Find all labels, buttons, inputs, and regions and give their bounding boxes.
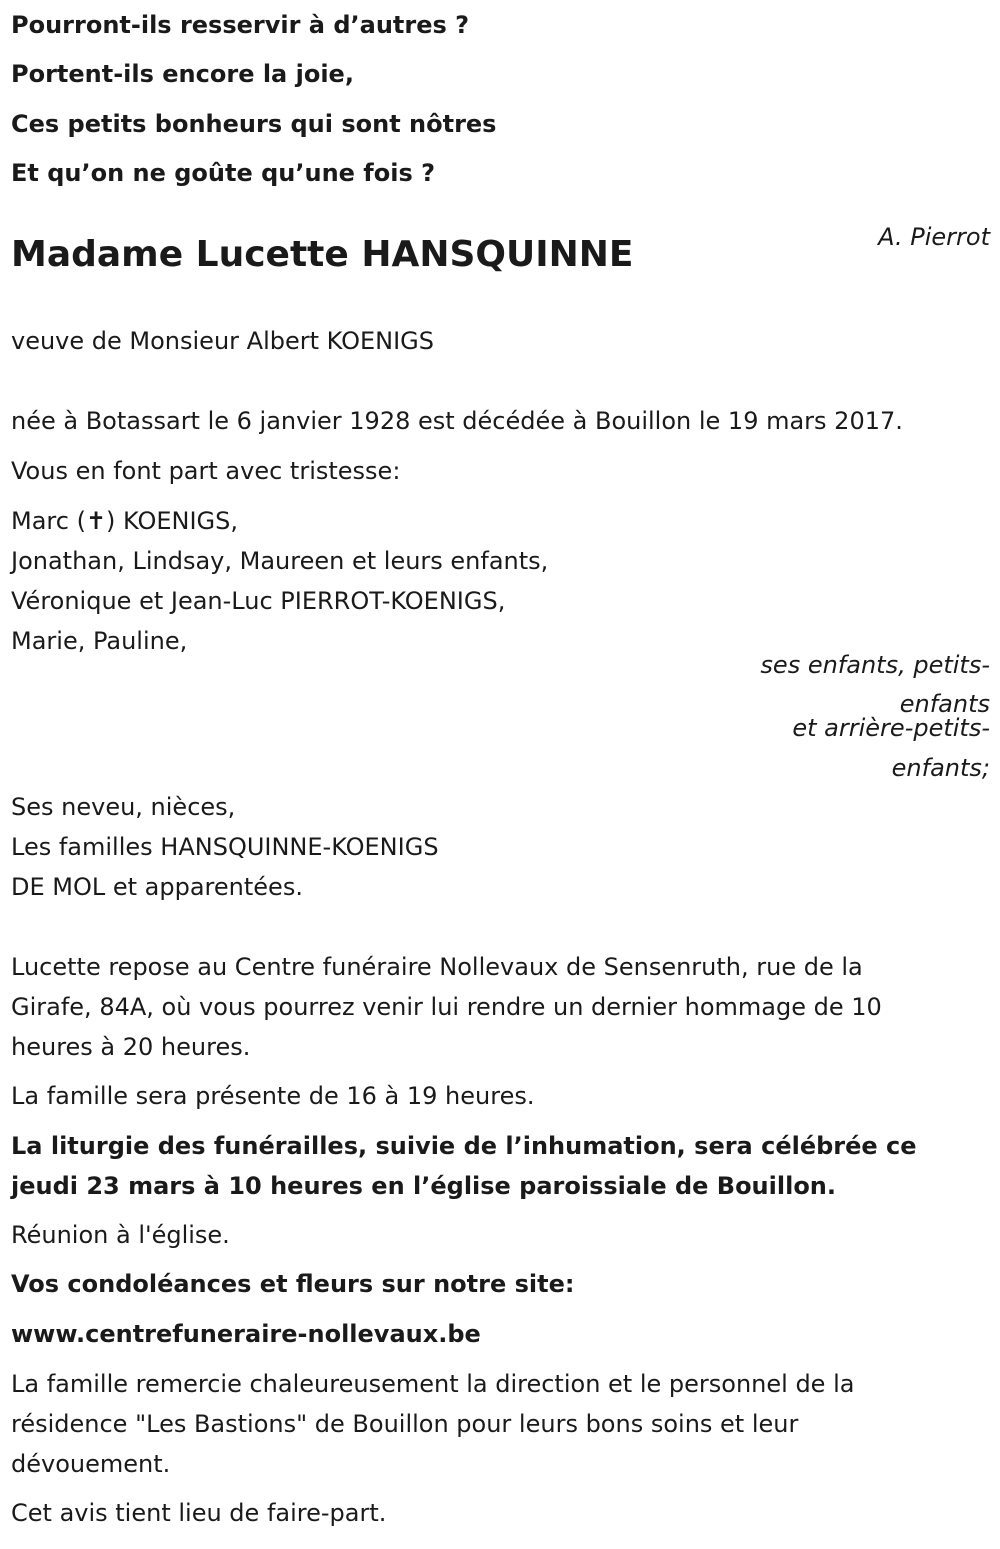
thanks-line-3: dévouement. bbox=[11, 1450, 171, 1478]
poem-author: A. Pierrot bbox=[878, 223, 990, 251]
repose-line-2: Girafe, 84A, où vous pourrez venir lui rendre un dernier hommage de 10 bbox=[11, 993, 882, 1021]
family-line-3: Véronique et Jean-Luc PIERROT-KOENIGS, bbox=[11, 587, 506, 615]
poem-line-2: Portent-ils encore la joie, bbox=[11, 60, 354, 88]
family-role-line-3: et arrière-petits- bbox=[792, 714, 990, 742]
thanks-line-1: La famille remercie chaleureusement la direction et le personnel de la bbox=[11, 1370, 855, 1398]
liturgy-line-2: jeudi 23 mars à 10 heures en l’église paroissiale de Bouillon. bbox=[11, 1172, 837, 1200]
other-family-line-2: Les familles HANSQUINNE-KOENIGS bbox=[11, 833, 439, 861]
liturgy-line-1: La liturgie des funérailles, suivie de l’inhumation, sera célébrée ce bbox=[11, 1132, 917, 1160]
poem-line-1: Pourront-ils resservir à d’autres ? bbox=[11, 11, 470, 39]
poem-line-4: Et qu’on ne goûte qu’une fois ? bbox=[11, 159, 436, 187]
poem-line-3: Ces petits bonheurs qui sont nôtres bbox=[11, 110, 497, 138]
birth-death-line: née à Botassart le 6 janvier 1928 est décédée à Bouillon le 19 mars 2017. bbox=[11, 407, 903, 435]
website-text: www.centrefuneraire-nollevaux.be bbox=[11, 1320, 481, 1348]
repose-line-3: heures à 20 heures. bbox=[11, 1033, 251, 1061]
thanks-line-2: résidence "Les Bastions" de Bouillon pour leurs bons soins et leur bbox=[11, 1410, 799, 1438]
family-role-line-2: enfants bbox=[899, 690, 990, 718]
other-family-line-1: Ses neveu, nièces, bbox=[11, 793, 236, 821]
other-family-line-3: DE MOL et apparentées. bbox=[11, 873, 303, 901]
repose-line-1: Lucette repose au Centre funéraire Nollevaux de Sensenruth, rue de la bbox=[11, 953, 863, 981]
family-line-1: Marc (✝) KOENIGS, bbox=[11, 507, 239, 535]
family-line-4: Marie, Pauline, bbox=[11, 627, 188, 655]
family-line-2: Jonathan, Lindsay, Maureen et leurs enfants, bbox=[11, 547, 549, 575]
widow-of: veuve de Monsieur Albert KOENIGS bbox=[11, 327, 434, 355]
announcement-intro: Vous en font part avec tristesse: bbox=[11, 457, 401, 485]
family-role-line-4: enfants; bbox=[891, 754, 990, 782]
condolences-label: Vos condoléances et fleurs sur notre site: bbox=[11, 1270, 575, 1298]
family-presence: La famille sera présente de 16 à 19 heures. bbox=[11, 1082, 535, 1110]
closing-note: Cet avis tient lieu de faire-part. bbox=[11, 1499, 387, 1527]
family-role-line-1: ses enfants, petits- bbox=[760, 651, 990, 679]
deceased-name: Madame Lucette HANSQUINNE bbox=[11, 234, 634, 275]
meeting-note: Réunion à l'église. bbox=[11, 1221, 230, 1249]
